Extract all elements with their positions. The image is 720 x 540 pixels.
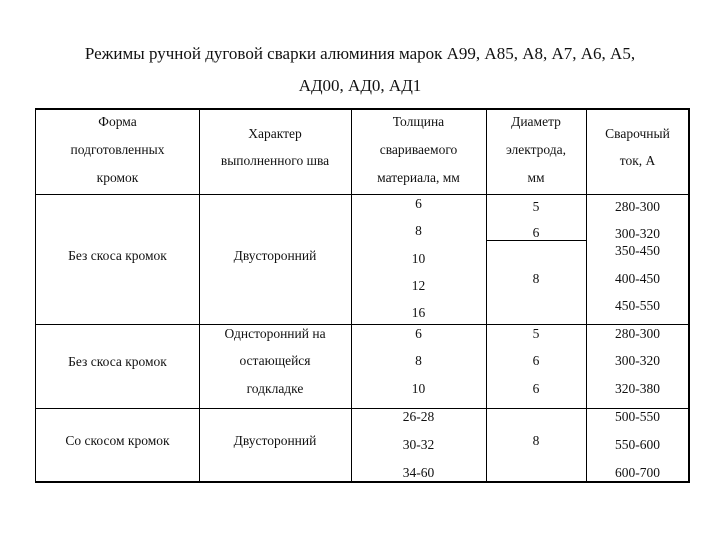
group2-seam: остающейся	[239, 353, 311, 368]
group1-current: 300-320	[615, 226, 660, 241]
header-thickness-line-2: свариваемого	[379, 142, 458, 157]
header-form-line-2: подготовленных	[70, 142, 165, 157]
document-title-line-2: АД00, АД0, АД1	[298, 76, 422, 95]
header-seam-line-1: Характер	[248, 126, 302, 141]
group3-seam: Двусторонний	[233, 433, 317, 448]
group2-thickness: 10	[411, 381, 426, 396]
group1-thickness: 6	[415, 196, 422, 211]
group1-thickness: 8	[415, 223, 422, 238]
header-form-line-3: кромок	[96, 170, 139, 185]
group2-current: 280-300	[615, 326, 660, 341]
document-title-line-1: Режимы ручной дуговой сварки алюминия марок А99, А85, А8, А7, А6, А5,	[84, 44, 636, 63]
group1-diameter: 8	[532, 271, 540, 286]
group1-form: Без скоса кромок	[68, 248, 167, 263]
group3-current: 600-700	[615, 465, 660, 480]
group1-thickness: 10	[411, 251, 426, 266]
group3-thickness: 26-28	[402, 409, 435, 424]
group1-current: 400-450	[615, 271, 660, 286]
group1-seam: Двусторонний	[233, 248, 317, 263]
header-thickness-line-3: материала, мм	[377, 170, 460, 185]
group1-diameter: 5	[532, 199, 540, 214]
group2-thickness: 6	[415, 326, 422, 341]
group3-current: 550-600	[615, 437, 660, 452]
group3-diameter: 8	[532, 433, 540, 448]
group2-thickness: 8	[415, 353, 422, 368]
group3-form: Со скосом кромок	[65, 433, 170, 448]
group2-current: 300-320	[615, 353, 660, 368]
header-diameter-line-2: электрода,	[505, 142, 567, 157]
group2-diameter: 6	[532, 353, 540, 368]
welding-modes-table	[35, 108, 690, 483]
header-current-line-1: Сварочный	[605, 126, 670, 141]
group2-form: Без скоса кромок	[68, 354, 167, 369]
header-form-line-1: Форма	[98, 114, 137, 129]
group1-diameter: 6	[532, 225, 540, 240]
group1-current: 280-300	[615, 199, 660, 214]
group-divider	[36, 324, 688, 325]
header-divider	[36, 194, 688, 195]
group2-diameter: 5	[532, 326, 540, 341]
header-current-line-2: ток, А	[619, 153, 656, 168]
header-diameter-line-1: Диаметр	[511, 114, 561, 129]
group3-thickness: 34-60	[402, 465, 435, 480]
group1-current: 450-550	[615, 298, 660, 313]
group3-current: 500-550	[615, 409, 660, 424]
header-seam-line-2: выполненного шва	[220, 153, 330, 168]
group1-current: 350-450	[615, 243, 660, 258]
group2-seam: Однсторонний на	[224, 326, 326, 341]
header-diameter-line-3: мм	[527, 170, 545, 185]
header-thickness-line-1: Толщина	[392, 114, 445, 129]
group2-seam: годкладке	[246, 381, 304, 396]
group3-thickness: 30-32	[402, 437, 435, 452]
group1-thickness: 12	[411, 278, 426, 293]
group2-diameter: 6	[532, 381, 540, 396]
column-divider	[486, 110, 487, 481]
group2-current: 320-380	[615, 381, 660, 396]
column-divider	[351, 110, 352, 481]
group1-thickness: 16	[411, 305, 426, 320]
